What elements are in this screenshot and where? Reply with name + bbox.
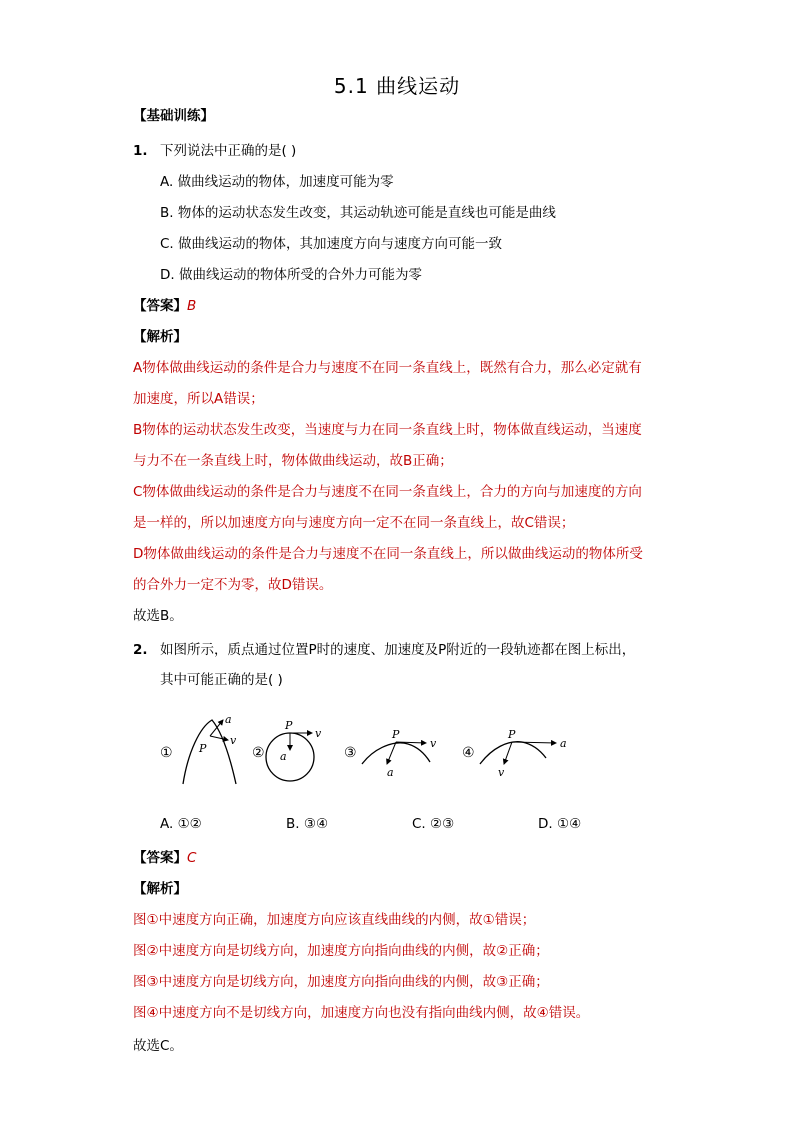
section-label: 【基础训练】 bbox=[133, 108, 214, 124]
question-2-analysis-line: 图④中速度方向不是切线方向，加速度方向也没有指向曲线内侧，故④错误。 bbox=[133, 1005, 590, 1021]
question-2-analysis-label: 【解析】 bbox=[133, 881, 187, 897]
question-2-choice-a: A. ①② bbox=[160, 816, 202, 832]
question-1-option-b: B. 物体的运动状态发生改变，其运动轨迹可能是直线也可能是曲线 bbox=[160, 205, 556, 221]
trajectory-curve-3 bbox=[362, 743, 430, 764]
question-1-analysis-line: 是一样的，所以加速度方向与速度方向一定不在同一条直线上，故C错误； bbox=[133, 515, 575, 531]
question-2-choice-c: C. ②③ bbox=[412, 816, 455, 832]
question-2-choice-b: B. ③④ bbox=[286, 816, 329, 832]
page-title: 5.1 曲线运动 bbox=[333, 74, 461, 98]
label-a-3: a bbox=[387, 766, 394, 779]
figure-number-2: ② bbox=[252, 745, 265, 761]
figure-number-3: ③ bbox=[344, 745, 357, 761]
answer-label: 【答案】 bbox=[133, 850, 187, 866]
figure-number-4: ④ bbox=[462, 745, 475, 761]
question-1-number: 1. bbox=[133, 143, 148, 159]
question-1-conclusion: 故选B。 bbox=[133, 608, 183, 624]
acceleration-arrow-4 bbox=[512, 742, 556, 743]
figure-4 bbox=[462, 728, 567, 779]
figure-1 bbox=[160, 713, 237, 784]
question-1-option-c: C. 做曲线运动的物体，其加速度方向与速度方向可能一致 bbox=[160, 236, 503, 252]
question-1-analysis-line: C物体做曲线运动的条件是合力与速度不在同一条直线上，合力的方向与加速度的方向 bbox=[133, 484, 642, 500]
question-1-analysis-line: D物体做曲线运动的条件是合力与速度不在同一条直线上，所以做曲线运动的物体所受 bbox=[133, 546, 643, 562]
answer-value: B bbox=[187, 298, 197, 314]
question-2-text-continued: 其中可能正确的是( ) bbox=[160, 672, 283, 688]
question-1-option-a: A. 做曲线运动的物体，加速度可能为零 bbox=[160, 174, 394, 190]
label-v-2: v bbox=[315, 727, 322, 740]
label-v-1: v bbox=[230, 734, 237, 747]
question-2-answer bbox=[133, 848, 196, 868]
trajectory-curve-1 bbox=[183, 720, 236, 784]
question-2-choice-d: D. ①④ bbox=[538, 816, 582, 832]
figure-3 bbox=[344, 728, 437, 779]
question-1-analysis-line: 与力不在一条直线上时，物体做曲线运动，故B正确； bbox=[133, 453, 453, 469]
question-1-analysis-line: 加速度，所以A错误； bbox=[133, 391, 264, 407]
question-2-analysis-line: 图①中速度方向正确，加速度方向应该直线曲线的内侧，故①错误； bbox=[133, 912, 536, 928]
question-1-text: 下列说法中正确的是( ) bbox=[160, 143, 297, 159]
figure-number-1: ① bbox=[160, 745, 173, 761]
label-p-1: P bbox=[199, 742, 207, 755]
velocity-arrow-4 bbox=[504, 742, 512, 764]
label-p-2: P bbox=[285, 719, 293, 732]
question-2-stem bbox=[133, 640, 635, 660]
label-a-1: a bbox=[225, 713, 232, 726]
question-2-conclusion: 故选C。 bbox=[133, 1038, 183, 1054]
question-2-analysis-line: 图③中速度方向是切线方向，加速度方向指向曲线的内侧，故③正确； bbox=[133, 974, 549, 990]
answer-value: C bbox=[187, 850, 197, 866]
acceleration-arrow-1 bbox=[210, 720, 223, 736]
question-1-analysis-label: 【解析】 bbox=[133, 329, 187, 345]
question-2-analysis-line: 图②中速度方向是切线方向，加速度方向指向曲线的内侧，故②正确； bbox=[133, 943, 549, 959]
question-1-option-d: D. 做曲线运动的物体所受的合外力可能为零 bbox=[160, 267, 422, 283]
question-1-analysis-line: 的合外力一定不为零，故D错误。 bbox=[133, 577, 333, 593]
trajectory-curve-4 bbox=[480, 742, 546, 764]
question-2-number: 2. bbox=[133, 642, 148, 658]
label-v-4: v bbox=[498, 766, 505, 779]
label-v-3: v bbox=[430, 737, 437, 750]
question-1-analysis-line: B物体的运动状态发生改变，当速度与力在同一条直线上时，物体做直线运动，当速度 bbox=[133, 422, 642, 438]
trajectory-figure bbox=[150, 712, 590, 802]
label-a-4: a bbox=[560, 737, 567, 750]
label-a-2: a bbox=[280, 750, 287, 763]
question-1-answer bbox=[133, 296, 196, 316]
question-2-text: 如图所示，质点通过位置P时的速度、加速度及P附近的一段轨迹都在图上标出， bbox=[160, 642, 636, 658]
figure-2 bbox=[252, 719, 322, 781]
question-1-stem bbox=[133, 141, 296, 161]
answer-label: 【答案】 bbox=[133, 298, 187, 314]
question-1-analysis-line: A物体做曲线运动的条件是合力与速度不在同一条直线上，既然有合力，那么必定就有 bbox=[133, 360, 642, 376]
velocity-arrow-1 bbox=[210, 736, 228, 740]
label-p-3: P bbox=[392, 728, 400, 741]
label-p-4: P bbox=[508, 728, 516, 741]
